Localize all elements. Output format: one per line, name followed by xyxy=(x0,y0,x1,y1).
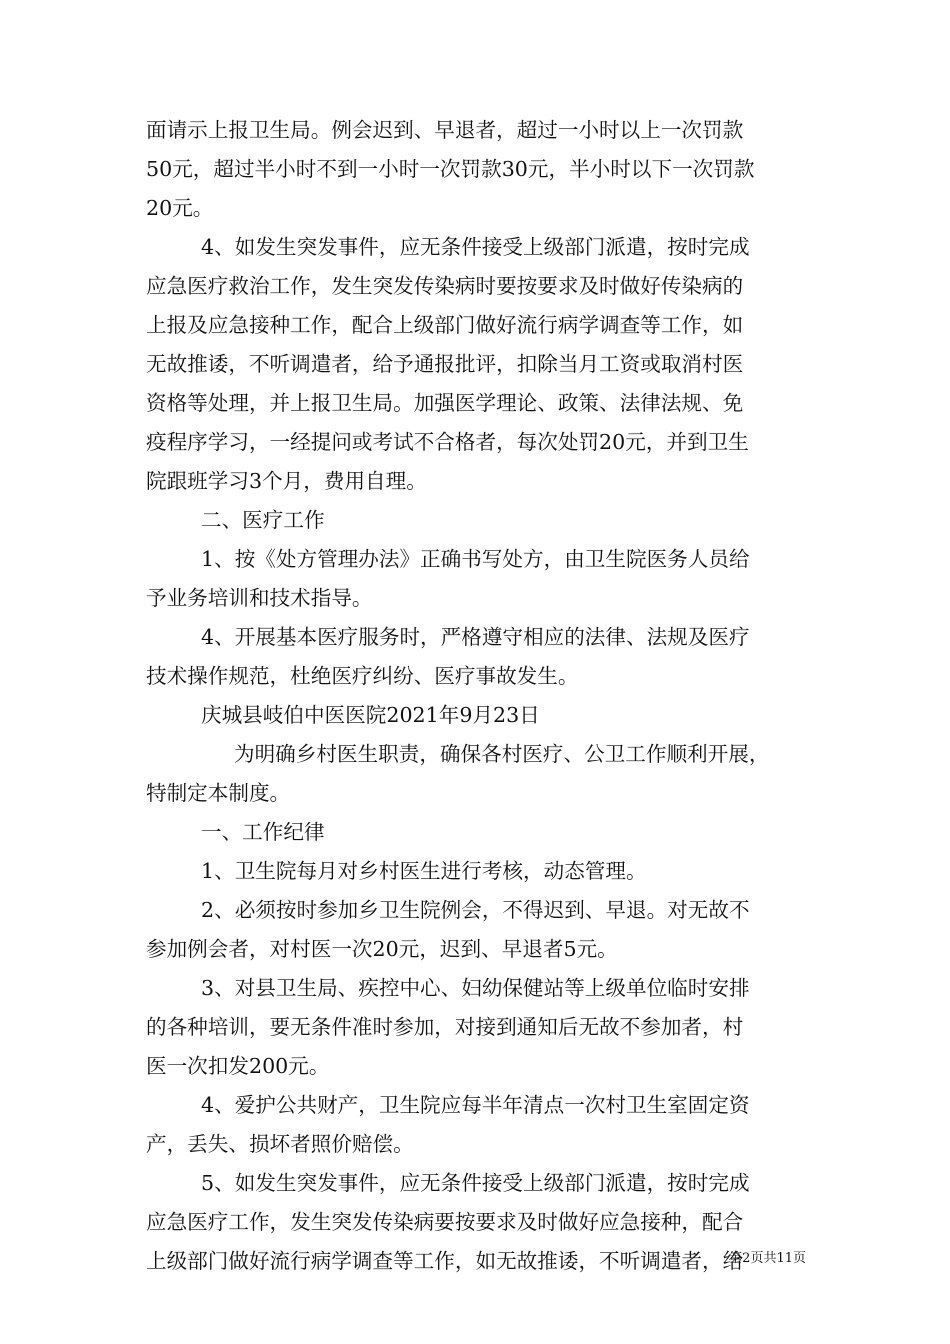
paragraph-start-line: 4、如发生突发事件，应无条件接受上级部门派遣，按时完成 xyxy=(201,235,750,259)
text-line: 技术操作规范，杜绝医疗纠纷、医疗事故发生。 xyxy=(146,664,579,688)
paragraph-start-line: 1、卫生院每月对乡村医生进行考核，动态管理。 xyxy=(201,859,647,883)
text-line: 50元，超过半小时不到一小时一次罚款30元，半小时以下一次罚款 xyxy=(146,157,755,181)
text-line: 院跟班学习3个月，费用自理。 xyxy=(146,469,427,493)
text-line: 参加例会者，对村医一次20元，迟到、早退者5元。 xyxy=(146,937,618,961)
paragraph-start-line: 4、爱护公共财产，卫生院应每半年清点一次村卫生室固定资 xyxy=(201,1093,750,1117)
text-line: 产，丢失、损坏者照价赔偿。 xyxy=(146,1132,414,1156)
paragraph-start-line: 2、必须按时参加乡卫生院例会，不得迟到、早退。对无故不 xyxy=(201,898,750,922)
text-line: 疫程序学习，一经提问或考试不合格者，每次处罚20元，并到卫生 xyxy=(146,430,749,454)
text-line: 的各种培训，要无条件准时参加，对接到通知后无故不参加者，村 xyxy=(146,1015,744,1039)
text-line: 予业务培训和技术指导。 xyxy=(146,586,373,610)
text-line: 上报及应急接种工作，配合上级部门做好流行病学调查等工作，如 xyxy=(146,313,744,337)
paragraph-start-line: 为明确乡村医生职责，确保各村医疗、公卫工作顺利开展， xyxy=(234,742,770,766)
document-body xyxy=(146,111,826,1281)
text-line: 资格等处理，并上报卫生局。加强医学理论、政策、法律法规、免 xyxy=(146,391,744,415)
text-line: 应急医疗救治工作，发生突发传染病时要按要求及时做好传染病的 xyxy=(146,274,744,298)
paragraph-start-line: 4、开展基本医疗服务时，严格遵守相应的法律、法规及医疗 xyxy=(201,625,750,649)
page-number-footer: 第2页共11页 xyxy=(729,1251,806,1266)
text-line: 特制定本制度。 xyxy=(146,781,291,805)
paragraph-start-line: 1、按《处方管理办法》正确书写处方，由卫生院医务人员给 xyxy=(201,547,750,571)
paragraph-start-line: 5、如发生突发事件，应无条件接受上级部门派遣，按时完成 xyxy=(201,1171,750,1195)
text-line: 上级部门做好流行病学调查等工作，如无故推诿，不听调遣者，给 xyxy=(146,1249,744,1273)
section-heading: 二、医疗工作 xyxy=(201,508,325,532)
section-heading: 一、工作纪律 xyxy=(201,820,325,844)
paragraph-start-line: 3、对县卫生局、疾控中心、妇幼保健站等上级单位临时安排 xyxy=(201,976,750,1000)
text-line: 面请示上报卫生局。例会迟到、早退者，超过一小时以上一次罚款 xyxy=(146,118,744,142)
text-line: 无故推诿，不听调遣者，给予通报批评，扣除当月工资或取消村医 xyxy=(146,352,744,376)
text-line: 应急医疗工作，发生突发传染病要按要求及时做好应急接种，配合 xyxy=(146,1210,744,1234)
text-line: 医一次扣发200元。 xyxy=(146,1054,330,1078)
text-line: 20元。 xyxy=(146,196,214,220)
signature-date-line: 庆城县岐伯中医医院2021年9月23日 xyxy=(201,703,540,727)
